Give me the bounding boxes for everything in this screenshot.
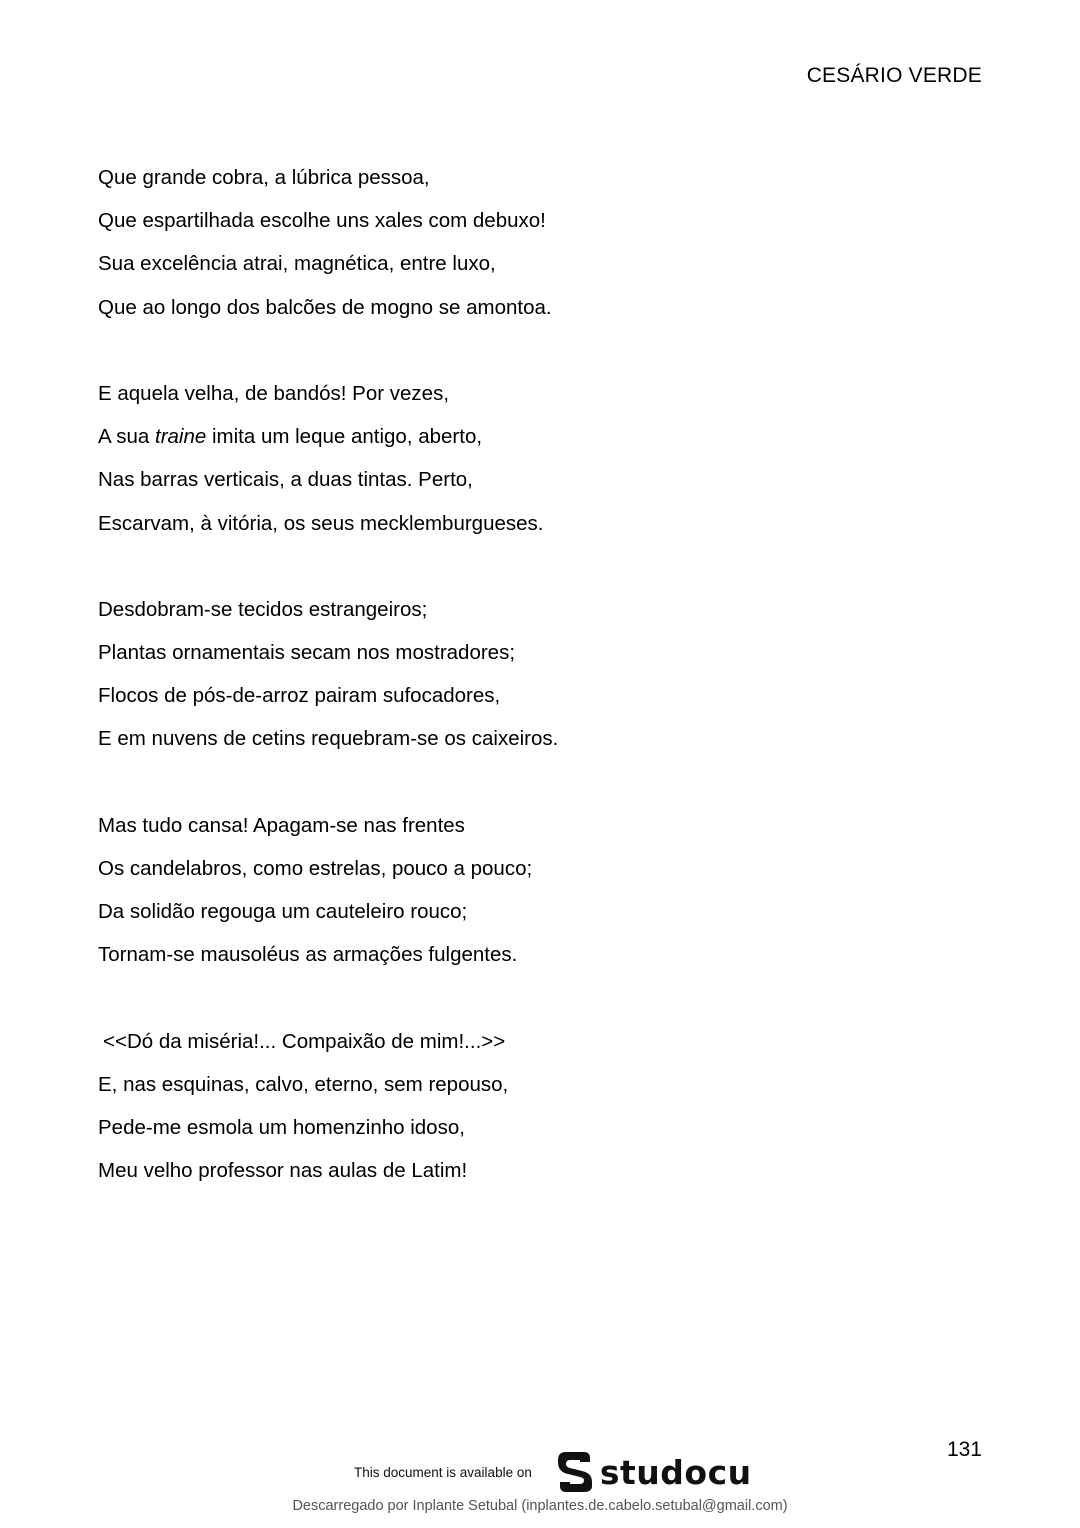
poem-line: Da solidão regouga um cauteleiro rouco; (98, 900, 468, 924)
poem-body (98, 156, 958, 1236)
poem-line: Os candelabros, como estrelas, pouco a pouco; (98, 857, 533, 880)
poem-line: E, nas esquinas, calvo, eterno, sem repouso, (98, 1072, 509, 1096)
studocu-banner[interactable] (354, 1450, 752, 1494)
stanza-5 (98, 1020, 958, 1193)
stanza-2 (98, 372, 958, 545)
poem-line: E em nuvens de cetins requebram-se os caixeiros. (98, 727, 559, 751)
available-on-text: This document is available on (354, 1464, 532, 1480)
poem-line: Desdobram-se tecidos estrangeiros; (98, 597, 428, 621)
poem-line: Que ao longo dos balcões de mogno se amontoa. (98, 295, 552, 319)
poem-line: Flocos de pós-de-arroz pairam sufocadores, (98, 684, 501, 708)
poem-line: Que espartilhada escolhe uns xales com debuxo! (98, 209, 546, 233)
poem-line: Que grande cobra, a lúbrica pessoa, (98, 166, 430, 189)
poem-line: E aquela velha, de bandós! Por vezes, (98, 381, 450, 405)
download-attribution: Descarregado por Inplante Setubal (inplantes.de.cabelo.setubal@gmail.com) (292, 1498, 788, 1514)
poem-line-before: A sua (98, 425, 155, 449)
page-number: 131 (946, 1438, 982, 1461)
running-header-title: CESÁRIO VERDE (806, 64, 982, 87)
poem-line-italic-word: traine (155, 425, 207, 449)
studocu-logo[interactable] (554, 1450, 752, 1494)
poem-line: Meu velho professor nas aulas de Latim! (98, 1159, 468, 1183)
poem-line-after: imita um leque antigo, aberto, (206, 425, 483, 449)
poem-line: Plantas ornamentais secam nos mostradores; (98, 641, 516, 665)
stanza-3 (98, 588, 958, 761)
poem-line: Mas tudo cansa! Apagam-se nas frentes (98, 813, 465, 837)
poem-line: Sua excelência atrai, magnética, entre luxo, (98, 252, 496, 276)
studocu-logo-icon (554, 1450, 596, 1494)
poem-line: <<Dó da miséria!... Compaixão de mim!...>> (103, 1029, 506, 1053)
poem-line (98, 415, 958, 458)
stanza-4 (98, 804, 958, 977)
poem-line: Nas barras verticais, a duas tintas. Perto, (98, 468, 473, 492)
stanza-1 (98, 156, 958, 329)
poem-line: Escarvam, à vitória, os seus mecklemburgueses. (98, 511, 544, 535)
poem-line: Pede-me esmola um homenzinho idoso, (98, 1116, 465, 1140)
studocu-logo-text: studocu (599, 1452, 752, 1492)
poem-line: Tornam-se mausoléus as armações fulgentes. (98, 943, 518, 967)
